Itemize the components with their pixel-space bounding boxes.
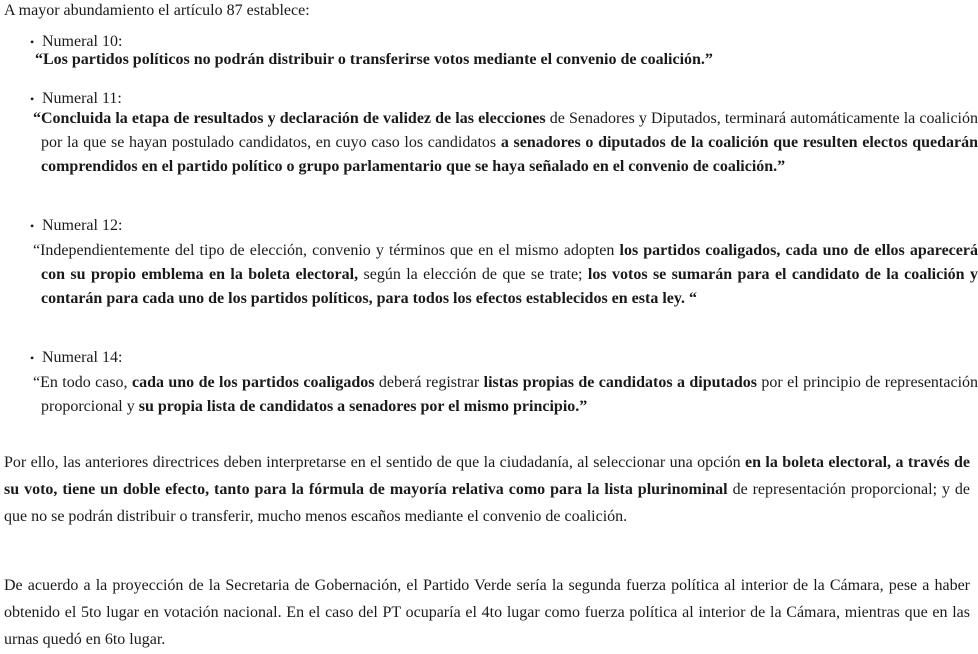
bold-text-segment: los partidos coaligados, cada uno de ellos aparecerá con su propio emblema en la boleta electoral, [41,242,978,283]
bullet-icon: • [30,351,35,365]
text-segment: De acuerdo a la proyección de la Secretaria de Gobernación, el Partido Verde sería la segunda fuerza política al interior de la Cámara, pese a haber obtenido el 5to lugar en votación nacional. En el caso del PT ocuparía el 4to lugar como fuerza política al interior de la Cámara, mientras que en las urnas quedó en 6to lugar. [4,577,970,648]
body-paragraph [4,572,970,653]
bullet-icon: • [30,219,35,233]
bullet-icon: • [30,35,35,49]
numeral-label: Numeral 14: [42,349,123,366]
bold-text-segment: en la boleta electoral, a través de su voto, tiene un doble efecto, tanto para la fórmula de mayoría relativa como para la lista plurinominal [4,454,970,498]
numeral-label: Numeral 12: [42,217,123,234]
text-segment: “En todo caso, [33,374,132,391]
text-segment: Por ello, las anteriores directrices deben interpretarse en el sentido de que la ciudadanía, al seleccionar una opción [4,454,746,471]
bullet-icon: • [30,92,35,106]
bold-text-segment: los votos se sumarán para el candidato de la coalición y contarán para cada uno de los partidos políticos, para todos los efectos establecidos en esta ley. “ [41,266,978,307]
text-segment: según la elección de que se trate; [358,266,588,283]
intro-line: A mayor abundamiento el artículo 87 establece: [4,2,310,19]
numeral-12-heading [30,216,122,236]
bold-text-segment: “Concluida la etapa de resultados y declaración de validez de las elecciones [33,110,546,127]
text-segment: de representación proporcional; y de que no se podrán distribuir o transferir, mucho menos escaños mediante el convenio de coalición. [4,481,970,525]
bold-text-segment: a senadores o diputados de la coalición que resulten electos quedarán comprendidos en el partido político o grupo parlamentario que se haya señalado en el convenio de coalición.” [41,134,978,175]
bold-text-segment: su propia lista de candidatos a senadores por el mismo principio.” [138,398,588,415]
numeral-14-heading [30,348,122,368]
numeral-12-quote [33,239,978,311]
bold-text-segment: listas propias de candidatos a diputados [483,374,757,391]
text-segment: deberá registrar [374,374,484,391]
numeral-10-quote [35,48,978,72]
numeral-11-quote [33,107,978,179]
text-segment: por el principio de representación proporcional y [41,374,978,415]
bold-text-segment: cada uno de los partidos coaligados [131,374,375,391]
text-segment: “Independientemente del tipo de elección, convenio y términos que en el mismo adopten [33,242,620,259]
numeral-label: Numeral 11: [42,90,122,107]
body-paragraph [4,449,970,530]
bold-text-segment: “Los partidos políticos no podrán distribuir o transferirse votos mediante el convenio de coalición.” [35,51,713,68]
text-segment: de Senadores y Diputados, terminará automáticamente la coalición por la que se hayan postulado candidatos, en cuyo caso los candidatos [41,110,978,151]
numeral-label: Numeral 10: [42,33,123,50]
numeral-11-heading [30,89,122,109]
numeral-14-quote [33,371,978,419]
